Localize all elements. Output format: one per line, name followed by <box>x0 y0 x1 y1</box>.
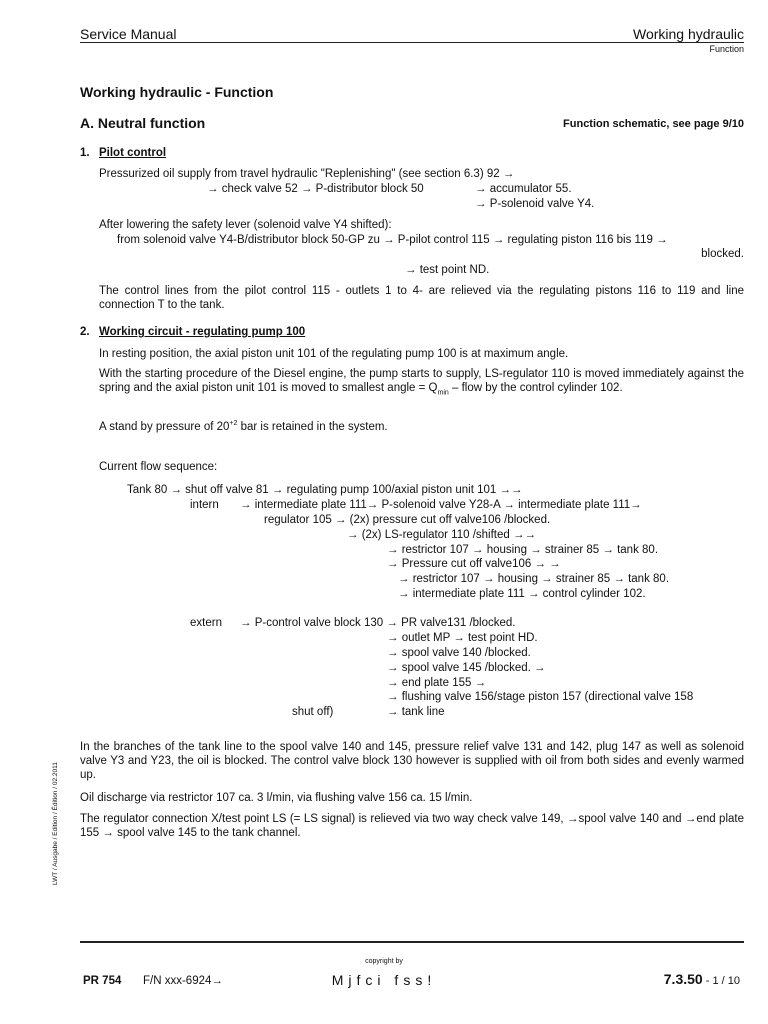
pilot-line-7: → test point ND. <box>405 264 490 276</box>
extern-line-5: → end plate 155 → <box>387 677 487 689</box>
oil-discharge-paragraph: Oil discharge via restrictor 107 ca. 3 l/min, via flushing valve 156 ca. 15 l/min. <box>80 792 473 804</box>
q-min-subscript: min <box>437 389 449 397</box>
standby-pressure-paragraph <box>99 417 744 434</box>
section-1-number: 1. <box>80 147 90 159</box>
section-2-number: 2. <box>80 326 90 338</box>
section-1-title: Pilot control <box>99 147 167 159</box>
tank-line-branches-paragraph: In the branches of the tank line to the spool valve 140 and 145, pressure relief valve 131 and 142, plug 147 as well as solenoid valve Y3 and Y23, the oil is blocked. The control valve block 130 however is supplied with oil from both sides and evenly warmed up. <box>80 741 744 781</box>
pilot-line-3: → P-solenoid valve Y4. <box>475 198 595 210</box>
starting-procedure-paragraph <box>99 367 744 400</box>
regulator-connection-paragraph: The regulator connection X/test point LS (= LS signal) is relieved via two way check valve 149, →spool valve 140 and →end plate 155 → spool valve 145 to the tank channel. <box>80 813 744 839</box>
header-chapter-title: Working hydraulic <box>632 26 744 42</box>
flow-extern-label: extern <box>190 617 222 629</box>
standby-pressure-text: A stand by pressure of 20 <box>99 420 230 433</box>
starting-procedure-text: With the starting procedure of the Diesel engine, the pump starts to supply, LS-regulator 110 is moved immediately against the spring and the axial piston unit 101 is moved to smallest angle = Q <box>99 368 744 394</box>
flow-line-8: → intermediate plate 111 → control cylinder 102. <box>398 588 646 600</box>
edition-side-note: LWT / Ausgabe / Edition / Édition / 02.2011 <box>52 762 59 885</box>
footer-model: PR 754 <box>83 975 122 987</box>
flow-line-7: → restrictor 107 → housing → strainer 85 → tank 80. <box>398 573 670 585</box>
section-2-heading <box>80 326 305 338</box>
pilot-line-2b: → accumulator 55. <box>475 183 572 195</box>
extern-line-7-label: shut off) <box>292 706 334 718</box>
flow-line-1: Tank 80 → shut off valve 81 → regulating pump 100/axial piston unit 101 →→ <box>127 484 523 496</box>
page-code: 7.3.50 <box>663 971 703 987</box>
pilot-line-6: blocked. <box>701 248 744 260</box>
footer-brand-logo: Mjfci fss! <box>331 972 437 988</box>
header-manual-title: Service Manual <box>80 26 177 42</box>
section-a-heading: A. Neutral function <box>80 115 206 131</box>
footer-part-number: F/N xxx-6924→ <box>143 975 223 987</box>
standby-pressure-text-end: bar is retained in the system. <box>237 420 388 433</box>
flow-line-5: → restrictor 107 → housing → strainer 85 → tank 80. <box>387 544 659 556</box>
page-title: Working hydraulic - Function <box>80 84 274 100</box>
current-flow-label: Current flow sequence: <box>99 461 218 473</box>
extern-line-6: → flushing valve 156/stage piston 157 (directional valve 158 <box>387 691 694 703</box>
extern-line-4: → spool valve 145 /blocked. → <box>387 662 546 674</box>
section-1-heading <box>80 147 166 159</box>
pilot-line-2: → check valve 52 → P-distributor block 50 <box>207 183 424 195</box>
header-rule <box>80 42 744 43</box>
header-subtitle: Function <box>709 44 744 54</box>
flow-intern-label: intern <box>190 499 219 511</box>
flow-line-6: → Pressure cut off valve106 → → <box>387 558 561 570</box>
flow-line-3: regulator 105 → (2x) pressure cut off valve106 /blocked. <box>264 514 551 526</box>
extern-line-2: → outlet MP → test point HD. <box>387 632 538 644</box>
flow-line-2: → intermediate plate 111→ P-solenoid valve Y28-A → intermediate plate 111→ <box>240 499 642 511</box>
pilot-line-5: from solenoid valve Y4-B/distributor block 50-GP zu → P-pilot control 115 → regulating piston 116 bis 119 → <box>117 234 668 246</box>
section-2-title: Working circuit - regulating pump 100 <box>99 326 306 338</box>
footer-page-number <box>664 971 740 987</box>
pilot-line-4: After lowering the safety lever (solenoid valve Y4 shifted): <box>99 219 392 231</box>
footer-rule <box>80 941 744 943</box>
extern-line-3: → spool valve 140 /blocked. <box>387 647 531 659</box>
extern-line-1: → P-control valve block 130 → PR valve131 /blocked. <box>240 617 516 629</box>
resting-position-paragraph: In resting position, the axial piston unit 101 of the regulating pump 100 is at maximum angle. <box>99 348 569 360</box>
pilot-line-1: Pressurized oil supply from travel hydraulic "Replenishing" (see section 6.3) 92 → <box>99 168 515 180</box>
page-of: - 1 / 10 <box>702 975 740 987</box>
starting-procedure-text-end: – flow by the control cylinder 102. <box>448 382 623 394</box>
schematic-reference: Function schematic, see page 9/10 <box>563 118 744 130</box>
copyright-label: copyright by <box>365 958 403 965</box>
pressure-tolerance-superscript: +2 <box>229 420 238 427</box>
extern-line-7: → tank line <box>387 706 445 718</box>
pilot-paragraph: The control lines from the pilot control 115 - outlets 1 to 4- are relieved via the regulating pistons 116 to 119 and line connection T to the tank. <box>99 285 744 311</box>
flow-line-4: → (2x) LS-regulator 110 /shifted →→ <box>347 529 536 541</box>
